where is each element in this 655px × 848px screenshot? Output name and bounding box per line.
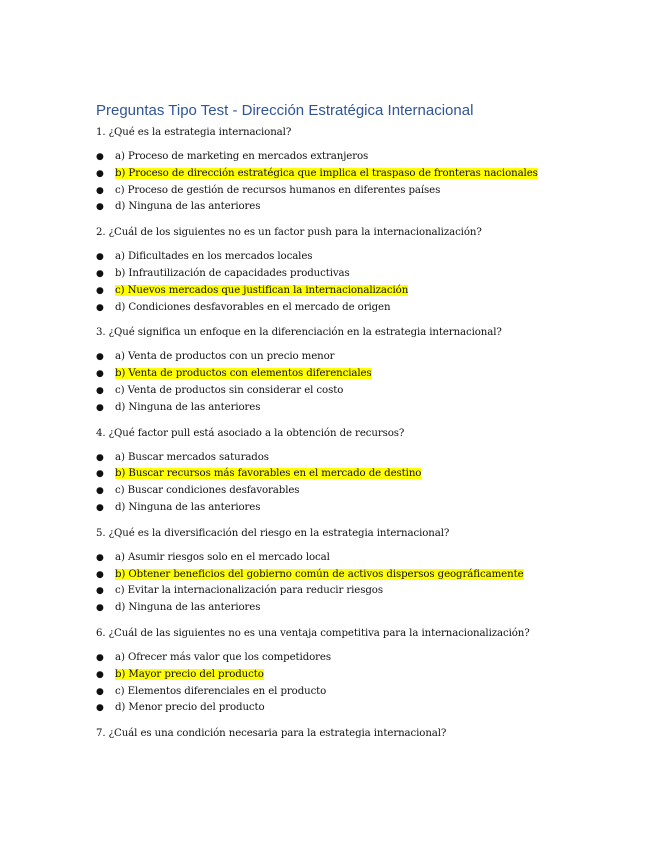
option-text: a) Asumir riesgos solo en el mercado local	[115, 551, 330, 563]
question-list	[96, 126, 566, 741]
option-item	[96, 149, 566, 166]
option-text: c) Proceso de gestión de recursos humanos en diferentes países	[115, 184, 441, 196]
bullet-icon: ●	[96, 302, 104, 313]
option-item	[96, 283, 566, 300]
bullet-icon: ●	[96, 603, 104, 614]
option-item	[96, 300, 566, 317]
option-item	[96, 366, 566, 383]
option-text: b) Infrautilización de capacidades productivas	[115, 267, 350, 279]
document-title: Preguntas Tipo Test - Dirección Estratégica Internacional	[96, 102, 474, 119]
option-text: c) Buscar condiciones desfavorables	[115, 485, 300, 497]
option-item	[96, 600, 566, 617]
option-text: d) Menor precio del producto	[115, 702, 265, 714]
bullet-icon: ●	[96, 502, 104, 513]
option-text: c) Evitar la internacionalización para reducir riesgos	[115, 585, 383, 597]
option-item	[96, 684, 566, 701]
option-item	[96, 466, 566, 483]
option-item	[96, 199, 566, 216]
bullet-icon: ●	[96, 569, 104, 580]
correct-answer-highlight: b) Proceso de dirección estratégica que implica el traspaso de fronteras nacionales	[115, 167, 538, 179]
correct-answer-highlight: c) Nuevos mercados que justifican la internacionalización	[115, 284, 409, 296]
question-block	[96, 727, 566, 741]
option-item	[96, 550, 566, 567]
bullet-icon: ●	[96, 185, 104, 196]
option-item	[96, 400, 566, 417]
option-text: d) Ninguna de las anteriores	[115, 401, 261, 413]
bullet-icon: ●	[96, 469, 104, 480]
bullet-icon: ●	[96, 586, 104, 597]
option-text: d) Ninguna de las anteriores	[115, 201, 261, 213]
option-item	[96, 183, 566, 200]
document-page	[96, 100, 566, 741]
bullet-icon: ●	[96, 168, 104, 179]
option-list	[96, 349, 566, 416]
correct-answer-highlight: b) Venta de productos con elementos diferenciales	[115, 368, 372, 380]
option-item	[96, 650, 566, 667]
option-text: a) Proceso de marketing en mercados extranjeros	[115, 151, 369, 162]
question-text: 2. ¿Cuál de los siguientes no es un factor push para la internacionalización?	[96, 227, 482, 239]
question-block	[96, 627, 566, 717]
option-list	[96, 650, 566, 717]
correct-answer-highlight: b) Mayor precio del producto	[115, 668, 264, 680]
option-list	[96, 450, 566, 517]
bullet-icon: ●	[96, 486, 104, 497]
bullet-icon: ●	[96, 452, 104, 463]
option-item	[96, 567, 566, 584]
question-block	[96, 427, 566, 517]
option-item	[96, 483, 566, 500]
option-list	[96, 550, 566, 617]
option-item	[96, 500, 566, 517]
question-block	[96, 527, 566, 617]
question-text: 3. ¿Qué significa un enfoque en la diferenciación en la estrategia internacional?	[96, 327, 502, 339]
option-item	[96, 450, 566, 467]
option-item	[96, 700, 566, 717]
bullet-icon: ●	[96, 285, 104, 296]
option-text: a) Venta de productos con un precio menor	[115, 351, 335, 363]
bullet-icon: ●	[96, 652, 104, 663]
bullet-icon: ●	[96, 202, 104, 213]
option-text: d) Ninguna de las anteriores	[115, 602, 261, 614]
option-text: a) Ofrecer más valor que los competidores	[115, 651, 331, 663]
option-text: a) Dificultades en los mercados locales	[115, 251, 313, 263]
option-item	[96, 383, 566, 400]
correct-answer-highlight: b) Obtener beneficios del gobierno común de activos dispersos geográficamente	[115, 568, 524, 580]
question-text: 1. ¿Qué es la estrategia internacional?	[96, 127, 292, 138]
bullet-icon: ●	[96, 268, 104, 279]
bullet-icon: ●	[96, 152, 104, 162]
bullet-icon: ●	[96, 369, 104, 380]
bullet-icon: ●	[96, 252, 104, 263]
question-block	[96, 326, 566, 416]
question-text: 5. ¿Qué es la diversificación del riesgo en la estrategia internacional?	[96, 527, 450, 539]
option-text: d) Condiciones desfavorables en el mercado de origen	[115, 301, 391, 313]
bullet-icon: ●	[96, 352, 104, 363]
correct-answer-highlight: b) Buscar recursos más favorables en el mercado de destino	[115, 468, 422, 480]
option-text: c) Elementos diferenciales en el producto	[115, 685, 327, 697]
bullet-icon: ●	[96, 686, 104, 697]
bullet-icon: ●	[96, 703, 104, 714]
option-text: c) Venta de productos sin considerar el costo	[115, 384, 344, 396]
option-item	[96, 349, 566, 366]
bullet-icon: ●	[96, 552, 104, 563]
question-block	[96, 126, 566, 216]
question-text: 7. ¿Cuál es una condición necesaria para la estrategia internacional?	[96, 728, 447, 740]
option-text: a) Buscar mercados saturados	[115, 451, 269, 463]
bullet-icon: ●	[96, 669, 104, 680]
option-item	[96, 266, 566, 283]
bullet-icon: ●	[96, 402, 104, 413]
option-item	[96, 583, 566, 600]
question-text: 6. ¿Cuál de las siguientes no es una ventaja competitiva para la internacionalización?	[96, 627, 530, 639]
question-text: 4. ¿Qué factor pull está asociado a la obtención de recursos?	[96, 427, 405, 439]
bullet-icon: ●	[96, 385, 104, 396]
option-item	[96, 667, 566, 684]
question-block	[96, 226, 566, 316]
option-item	[96, 249, 566, 266]
option-list	[96, 149, 566, 216]
option-text: d) Ninguna de las anteriores	[115, 501, 261, 513]
option-list	[96, 249, 566, 316]
option-item	[96, 166, 566, 183]
